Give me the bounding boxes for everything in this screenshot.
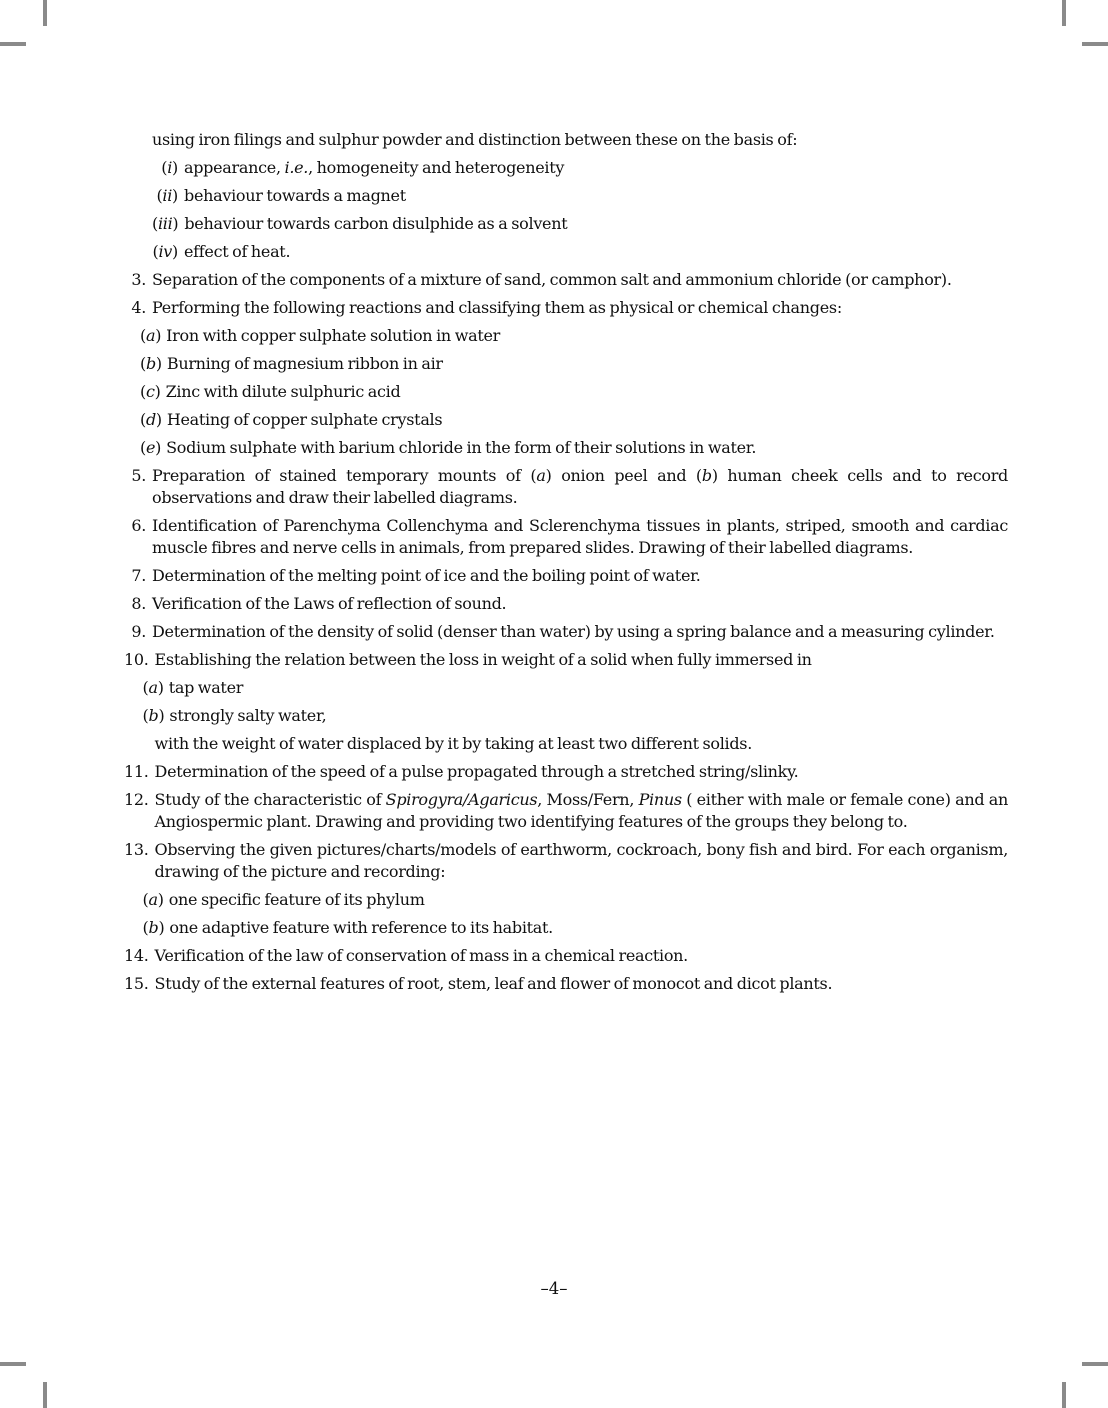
numbered-item — [124, 945, 1008, 967]
item-number: 14. — [124, 946, 149, 965]
item-number: 15. — [124, 974, 149, 993]
item-continuation: with the weight of water displaced by it by taking at least two different solids. — [154, 734, 753, 753]
item-body — [140, 297, 1008, 459]
sublist-item — [140, 437, 1008, 459]
item-text: Study of the characteristic of Spirogyra/Agaricus, Moss/Fern, Pinus ( either with male or female cone) and an Angiospermic plant. Drawing and providing two identifying features of the groups they belong to. — [154, 790, 1008, 831]
crop-mark-bottom-right-horizontal — [1082, 1362, 1108, 1366]
numbered-item — [124, 973, 1008, 995]
item-number: 4. — [131, 298, 146, 317]
sublist-label: (iii) — [152, 214, 179, 233]
item-text: Determination of the melting point of ice and the boiling point of water. — [152, 566, 701, 585]
sublist-item — [140, 381, 1008, 403]
numbered-item — [124, 269, 1008, 291]
intro-line: using iron filings and sulphur powder and distinction between these on the basis of: — [152, 130, 798, 149]
sublist-text: tap water — [168, 678, 244, 697]
crop-mark-top-left-vertical — [43, 0, 47, 26]
sublist-item — [143, 917, 1008, 939]
crop-mark-top-right-vertical — [1062, 0, 1066, 26]
item-body — [155, 761, 1008, 783]
sublist-label: (e) — [140, 438, 162, 457]
item-text: Determination of the density of solid (denser than water) by using a spring balance and a measuring cylinder. — [152, 622, 995, 641]
sublist-label: (b) — [142, 706, 165, 725]
item-number: 3. — [131, 270, 146, 289]
item-text: Identification of Parenchyma Collenchyma and Sclerenchyma tissues in plants, striped, smooth and cardiac muscle fibres and nerve cells in animals, from prepared slides. Drawing of their labelled diagrams. — [152, 516, 1008, 557]
sublist-item — [140, 353, 1008, 375]
item-body — [155, 789, 1008, 833]
numbered-item — [124, 649, 1008, 755]
sublist-item — [152, 185, 1008, 207]
item-number: 8. — [131, 594, 146, 613]
numbered-item — [124, 465, 1008, 509]
sublist-item — [152, 157, 1008, 179]
item-body — [152, 465, 1008, 509]
sublist-label: (a) — [142, 890, 164, 909]
sublist-text: appearance, i.e., homogeneity and heterogeneity — [184, 158, 565, 177]
sublist-text: Sodium sulphate with barium chloride in the form of their solutions in water. — [166, 438, 757, 457]
sublist-label: (a) — [142, 678, 164, 697]
items-list — [124, 269, 1008, 995]
sublist-label: (a) — [140, 326, 162, 345]
sublist-text: Heating of copper sulphate crystals — [166, 410, 443, 429]
item-text: Preparation of stained temporary mounts of (a) onion peel and (b) human cheek cells and to record observations and draw their labelled diagrams. — [152, 466, 1008, 507]
sublist-text: Zinc with dilute sulphuric acid — [165, 382, 401, 401]
item-text: Study of the external features of root, stem, leaf and flower of monocot and dicot plants. — [154, 974, 833, 993]
sublist-item — [143, 705, 1008, 727]
sublist-item — [143, 889, 1008, 911]
item-text: Establishing the relation between the loss in weight of a solid when fully immersed in — [154, 650, 812, 669]
numbered-item — [124, 515, 1008, 559]
crop-mark-bottom-left-horizontal — [0, 1362, 26, 1366]
numbered-item — [124, 297, 1008, 459]
numbered-item — [124, 621, 1008, 643]
item-text: Observing the given pictures/charts/models of earthworm, cockroach, bony fish and bird. For each organism, drawing of the picture and recording: — [154, 840, 1008, 881]
item-text: Separation of the components of a mixture of sand, common salt and ammonium chloride (or camphor). — [152, 270, 952, 289]
sublist-item — [152, 213, 1008, 235]
item-body — [155, 945, 1008, 967]
item-number: 6. — [131, 516, 146, 535]
sublist-item — [140, 409, 1008, 431]
item-body — [142, 649, 1008, 755]
numbered-item — [124, 565, 1008, 587]
sublist-label: (d) — [140, 410, 162, 429]
item-body — [152, 515, 1008, 559]
item-body — [152, 621, 1008, 643]
item-number: 13. — [124, 840, 149, 859]
item-text: Verification of the Laws of reflection of sound. — [152, 594, 507, 613]
item-body — [152, 593, 1008, 615]
crop-mark-top-right-horizontal — [1082, 42, 1108, 46]
sublist-label: (c) — [140, 382, 161, 401]
sublist-label: (iv) — [152, 242, 178, 261]
numbered-item — [124, 761, 1008, 783]
item-text: Determination of the speed of a pulse propagated through a stretched string/slinky. — [154, 762, 799, 781]
intro-sublist — [152, 157, 1008, 263]
sublist-text: Iron with copper sulphate solution in water — [166, 326, 500, 345]
item-body — [155, 973, 1008, 995]
page-number: –4– — [540, 1279, 568, 1298]
sublist-item — [140, 325, 1008, 347]
sublist-text: strongly salty water, — [169, 706, 327, 725]
item-number: 9. — [131, 622, 146, 641]
item-text: Verification of the law of conservation of mass in a chemical reaction. — [154, 946, 688, 965]
syllabus-content — [124, 129, 1008, 1001]
item-number: 5. — [131, 466, 146, 485]
numbered-item — [124, 593, 1008, 615]
item-number: 12. — [124, 790, 149, 809]
sublist-text: effect of heat. — [184, 242, 291, 261]
item-number: 10. — [124, 650, 149, 669]
item-body — [152, 565, 1008, 587]
item-number: 11. — [124, 762, 149, 781]
sublist-text: one adaptive feature with reference to its habitat. — [169, 918, 553, 937]
crop-mark-bottom-left-vertical — [43, 1382, 47, 1408]
sublist-text: one specific feature of its phylum — [168, 890, 425, 909]
item-body — [152, 269, 1008, 291]
sublist-text: Burning of magnesium ribbon in air — [166, 354, 443, 373]
sublist-label: (i) — [161, 158, 178, 177]
crop-mark-bottom-right-vertical — [1062, 1382, 1066, 1408]
sublist-label: (ii) — [156, 186, 178, 205]
item-text: Performing the following reactions and classifying them as physical or chemical changes: — [152, 298, 842, 317]
item-body — [142, 839, 1008, 939]
item-number: 7. — [131, 566, 146, 585]
numbered-item — [124, 839, 1008, 939]
sublist-label: (b) — [142, 918, 165, 937]
sublist-item — [143, 677, 1008, 699]
sublist-text: behaviour towards a magnet — [184, 186, 406, 205]
crop-mark-top-left-horizontal — [0, 42, 26, 46]
numbered-item — [124, 789, 1008, 833]
sublist-text: behaviour towards carbon disulphide as a solvent — [184, 214, 568, 233]
sublist-label: (b) — [140, 354, 162, 373]
sublist-item — [152, 241, 1008, 263]
